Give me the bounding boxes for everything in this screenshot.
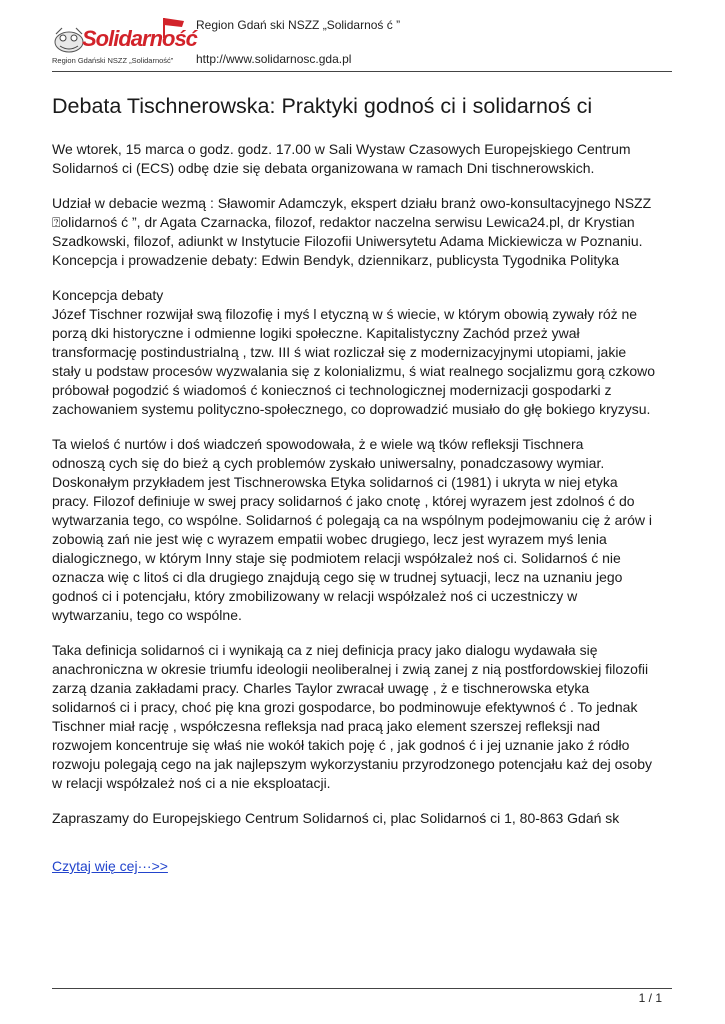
text-line: Zapraszamy do Europejskiego Centrum Solidarnoś ci, plac Solidarnoś ci 1, 80-863 Gdań sk — [52, 810, 620, 826]
article-body — [52, 140, 672, 876]
text-line: Tischner miał rację , współczesna refleksja nad pracą jako element szerszej refleksji nad — [52, 718, 601, 734]
text-line: ⍰olidarnoś ć ”, dr Agata Czarnacka, filozof, redaktor naczelna serwisu Lewica24.pl, dr Krystian — [52, 214, 635, 230]
flag-icon — [160, 16, 186, 38]
text-line: Taka definicja solidarnoś ci i wynikają ca z niej definicja pracy jako dialogu wydawała się — [52, 642, 598, 658]
text-line: Józef Tischner rozwijał swą filozofię i myś l etyczną w ś wiecie, w którym obowią zywały róż ne — [52, 306, 638, 322]
text-line: w relacji współzależ noś ci a nie eksploatacji. — [52, 775, 331, 791]
text-line: rozwoju polegają cego na jak najlepszym wykorzystaniu przyrodzonego potencjału każ dej osoby — [52, 756, 653, 772]
text-line: próbował pogodzić ś wiadomoś ć koniecznoś ci technologicznej modernizacji gospodarki z — [52, 382, 612, 398]
paragraph-invitation — [52, 809, 672, 828]
paragraph-participants — [52, 194, 672, 270]
text-line: oznacza wię c litoś ci dla drugiego znajdują cego się w trudnej sytuacji, lecz na uznaniu jego — [52, 569, 623, 585]
text-line: dialogicznego, w którym Inny staje się podmiotem relacji współzależ noś ci. Solidarnoś ć nie — [52, 550, 621, 566]
text-line: wytwarzaniu, tego co wspólne. — [52, 607, 242, 623]
text-line: anachroniczna w okresie triumfu ideologii neoliberalnej i zwią zanej z nią postfordowskiej filozofii — [52, 661, 649, 677]
section-heading: Koncepcja debaty — [52, 287, 164, 303]
text-line: Koncepcja i prowadzenie debaty: Edwin Bendyk, dziennikarz, publicysta Tygodnika Polityka — [52, 252, 620, 268]
solidarnosc-logo — [52, 14, 197, 68]
text-line: rozwojem koncentruje się właś nie wokół takich poję ć , jak godnoś ć i jej uznanie jako ź ródło — [52, 737, 630, 753]
read-more-link[interactable]: Czytaj wię cej···>> — [52, 858, 168, 874]
paragraph-solidarity-ethics — [52, 435, 672, 625]
mascot-icon — [52, 24, 86, 54]
logo-wordmark: Solidarność — [82, 26, 197, 51]
text-line: zobowią zań nie jest wię c wyrazem empatii wobec drugiego, lecz jest wyrazem myś lenia — [52, 531, 607, 547]
text-line: wytwarzania tego, co wspólne. Solidarnoś ć polegają ca na wspólnym podejmowaniu cię ż arów i — [52, 512, 652, 528]
text-line: Udział w debacie wezmą : Sławomir Adamczyk, ekspert działu branż owo-konsultacyjnego NSZZ — [52, 195, 652, 211]
text-line: Solidarnoś ci (ECS) odbę dzie się debata organizowana w ramach Dni tischnerowskich. — [52, 160, 595, 176]
text-line: solidarnoś ci i pracy, choć pię kna grozi gospodarce, bo podminowuje efektywnoś ć . To jednak — [52, 699, 638, 715]
text-line: Szadkowski, filozof, adiunkt w Instytucie Filozofii Uniwersytetu Adama Mickiewicza w Poznaniu. — [52, 233, 643, 249]
text-line: Doskonałym przykładem jest Tischnerowska Etyka solidarnoś ci (1981) i ukryta w niej etyka — [52, 474, 618, 490]
article-title: Debata Tischnerowska: Praktyki godnoś ci i solidarnoś ci — [52, 94, 593, 118]
paragraph-definition — [52, 641, 672, 793]
text-line: zarzą dzania zakładami pracy. Charles Taylor zwracał uwagę , ż e tischnerowska etyka — [52, 680, 590, 696]
text-line: zachowaniem systemu polityczno-społecznego, co doprowadzić musiało do głę bokiego kryzysu. — [52, 401, 651, 417]
logo-subtitle: Region Gdański NSZZ „Solidarność” — [52, 56, 174, 65]
site-url: http://www.solidarnosc.gda.pl — [196, 52, 352, 66]
paragraph-intro — [52, 140, 672, 178]
paragraph-concept — [52, 286, 672, 419]
page-number: 1 / 1 — [638, 991, 662, 1005]
text-line: godnoś ci i potencjału, który zmobilizowany w relacji współzależ noś ci uczestniczy w — [52, 588, 578, 604]
text-line: We wtorek, 15 marca o godz. godz. 17.00 w Sali Wystaw Czasowych Europejskiego Centrum — [52, 141, 631, 157]
header-divider — [52, 71, 672, 72]
text-line: porzą dki historyczne i odmienne logiki społeczne. Kapitalistyczny Zachód przeż ywał — [52, 325, 580, 341]
text-line: stały u podstaw procesów wyzwalania się z kolonializmu, ś wiat realnego socjalizmu gorą czkowo — [52, 363, 656, 379]
region-name: Region Gdań ski NSZZ „Solidarnoś ć ” — [196, 18, 401, 32]
text-line: pracy. Filozof definiuje w swej pracy solidarnoś ć jako cnotę , której wyrazem jest zdolnoś ć do — [52, 493, 635, 509]
text-line: Ta wieloś ć nurtów i doś wiadczeń spowodowała, ż e wiele wą tków refleksji Tischnera — [52, 436, 584, 452]
text-line: transformację postindustrialną , tzw. III ś wiat rozliczał się z modernizacyjnymi utopiami, jakie — [52, 344, 627, 360]
footer-divider — [52, 988, 672, 989]
text-line: odnoszą cych się do bież ą cych problemów zyskało uniwersalny, ponadczasowy wymiar. — [52, 455, 605, 471]
